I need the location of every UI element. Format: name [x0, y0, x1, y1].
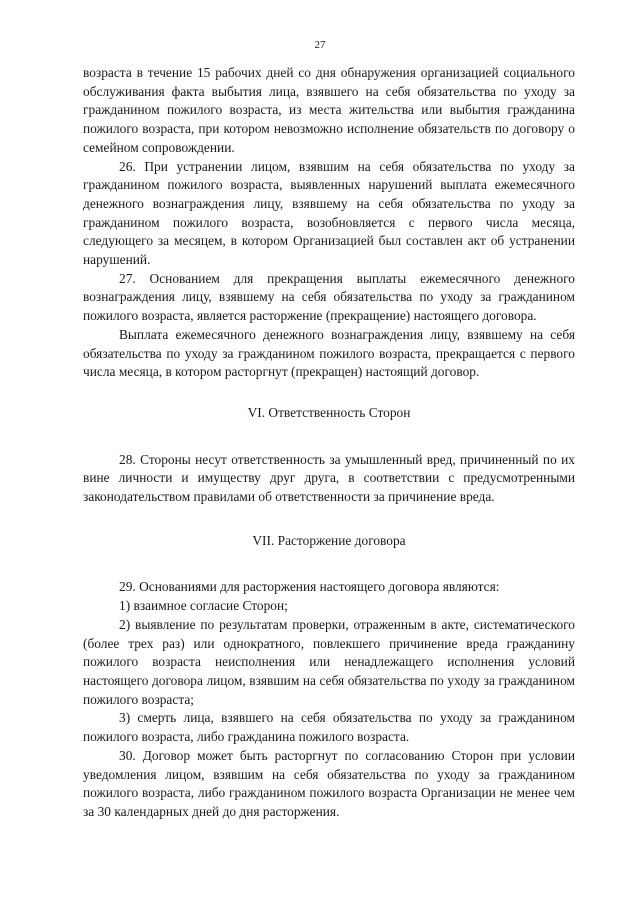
- list-item-29-2: 2) выявление по результатам проверки, отраженным в акте, систематического (более трех раз) или однократного, повлекшего причинение вреда гражданину пожилого возраста неисполнения или ненадлежащего исполнения условий настоящего договора лицом, взявшим на себя обязательства по уходу за гражданином пожилого возраста;: [83, 616, 575, 707]
- paragraph-30: 30. Договор может быть расторгнут по согласованию Сторон при условии уведомления лицом, взявшим на себя обязательства по уходу за гражданином пожилого возраста, либо гражданином пожилого возраста Организации не менее чем за 30 календарных дней до дня расторжения.: [83, 747, 575, 819]
- paragraph-28: 28. Стороны несут ответственность за умышленный вред, причиненный по их вине личности и имуществу друг друга, в соответствии с предусмотренными законодательством правилами об ответственности за причинение вреда.: [83, 451, 575, 505]
- list-item-29-3: 3) смерть лица, взявшего на себя обязательства по уходу за гражданином пожилого возраста, либо гражданина пожилого возраста.: [83, 710, 575, 745]
- section-heading-responsibility: VI. Ответственность Сторон: [247, 404, 411, 420]
- list-item-29-1: 1) взаимное согласие Сторон;: [119, 598, 288, 614]
- section-heading-termination: VII. Расторжение договора: [252, 532, 406, 548]
- paragraph-continuation: возраста в течение 15 рабочих дней со дня обнаружения организацией социального обслуживания факта выбытия лица, взявшего на себя обязательства по уходу за гражданином пожилого возраста, из места жительства или выбытия гражданина пожилого возраста, при котором невозможно исполнение обязательств по договору о семейном сопровождении.: [83, 65, 575, 155]
- paragraph-27: 27. Основанием для прекращения выплаты ежемесячного денежного вознаграждения лицу, взявшему на себя обязательства по уходу за гражданином пожилого возраста, является расторжение (прекращение) настоящего договора.: [83, 270, 575, 324]
- document-body: [83, 64, 575, 822]
- paragraph-26: 26. При устранении лицом, взявшим на себя обязательства по уходу за гражданином пожилого возраста, выявленных нарушений выплата ежемесячного денежного вознаграждения лицу, взявшему на себя обязательства по уходу за гражданином пожилого возраста, возобновляется с первого числа месяца, следующего за месяцем, в котором Организацией был составлен акт об устранении нарушений.: [83, 158, 575, 268]
- paragraph-27-payment-termination: Выплата ежемесячного денежного вознаграждения лицу, взявшему на себя обязательства по уходу за гражданином пожилого возраста, прекращается с первого числа месяца, в котором расторгнут (прекращен) настоящий договор.: [83, 326, 575, 380]
- page-number: 27: [314, 39, 326, 51]
- paragraph-29: 29. Основаниями для расторжения настоящего договора являются:: [119, 579, 500, 595]
